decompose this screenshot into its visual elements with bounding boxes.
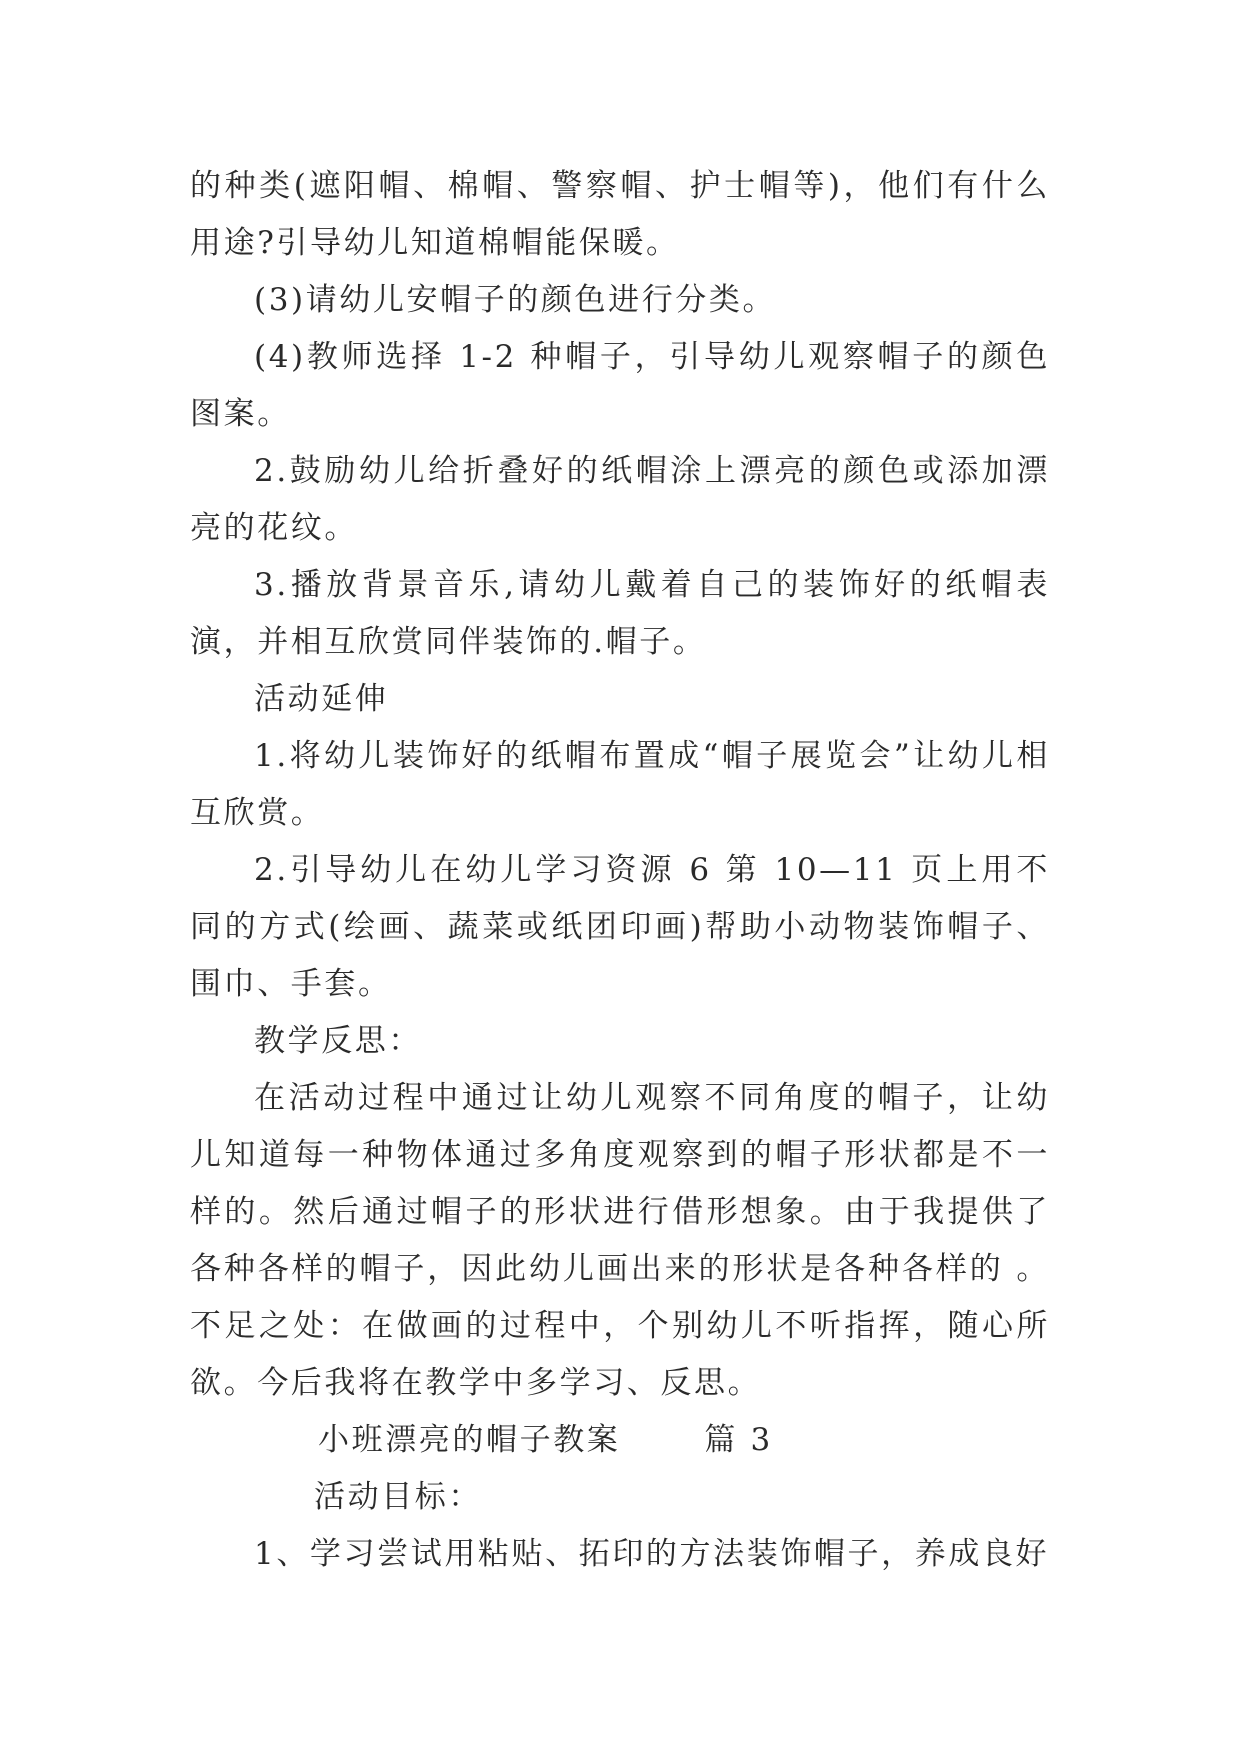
paragraph: 的种类(遮阳帽、棉帽、警察帽、护士帽等)，他们有什么用途?引导幼儿知道棉帽能保暖。 — [190, 168, 1050, 261]
paragraph: 1.将幼儿装饰好的纸帽布置成“帽子展览会”让幼儿相互欣赏。 — [190, 738, 1050, 831]
paragraph: 在活动过程中通过让幼儿观察不同角度的帽子，让幼儿知道每一种物体通过多角度观察到的帽子形状都是不一样的。然后通过帽子的形状进行借形想象。由于我提供了各种各样的帽子，因此幼儿画出来的形状是各种各样的 。不足之处：在做画的过程中，个别幼儿不听指挥，随心所欲。今后我将在教学中多学习、反思。 — [190, 1080, 1050, 1401]
document-page — [190, 158, 1050, 1583]
paragraph: (4)教师选择 1-2 种帽子，引导幼儿观察帽子的颜色图案。 — [190, 339, 1050, 432]
heading-title: 小班漂亮的帽子教案 — [318, 1422, 621, 1458]
section-heading — [190, 1412, 1050, 1526]
heading-subtitle: 活动目标： — [314, 1479, 482, 1515]
heading-part: 篇 3 — [704, 1422, 773, 1458]
paragraph: 3.播放背景音乐,请幼儿戴着自己的装饰好的纸帽表演，并相互欣赏同伴装饰的.帽子。 — [190, 567, 1050, 660]
paragraph: (3)请幼儿安帽子的颜色进行分类。 — [254, 282, 777, 318]
section-label: 教学反思： — [254, 1023, 422, 1059]
paragraph: 2.引导幼儿在幼儿学习资源 6 第 10—11 页上用不同的方式(绘画、蔬菜或纸团印画)帮助小动物装饰帽子、围巾、手套。 — [190, 852, 1050, 1002]
section-label: 活动延伸 — [254, 681, 389, 717]
paragraph: 2.鼓励幼儿给折叠好的纸帽涂上漂亮的颜色或添加漂亮的花纹。 — [190, 453, 1050, 546]
paragraph: 1、学习尝试用粘贴、拓印的方法装饰帽子，养成良好 — [254, 1536, 1050, 1572]
